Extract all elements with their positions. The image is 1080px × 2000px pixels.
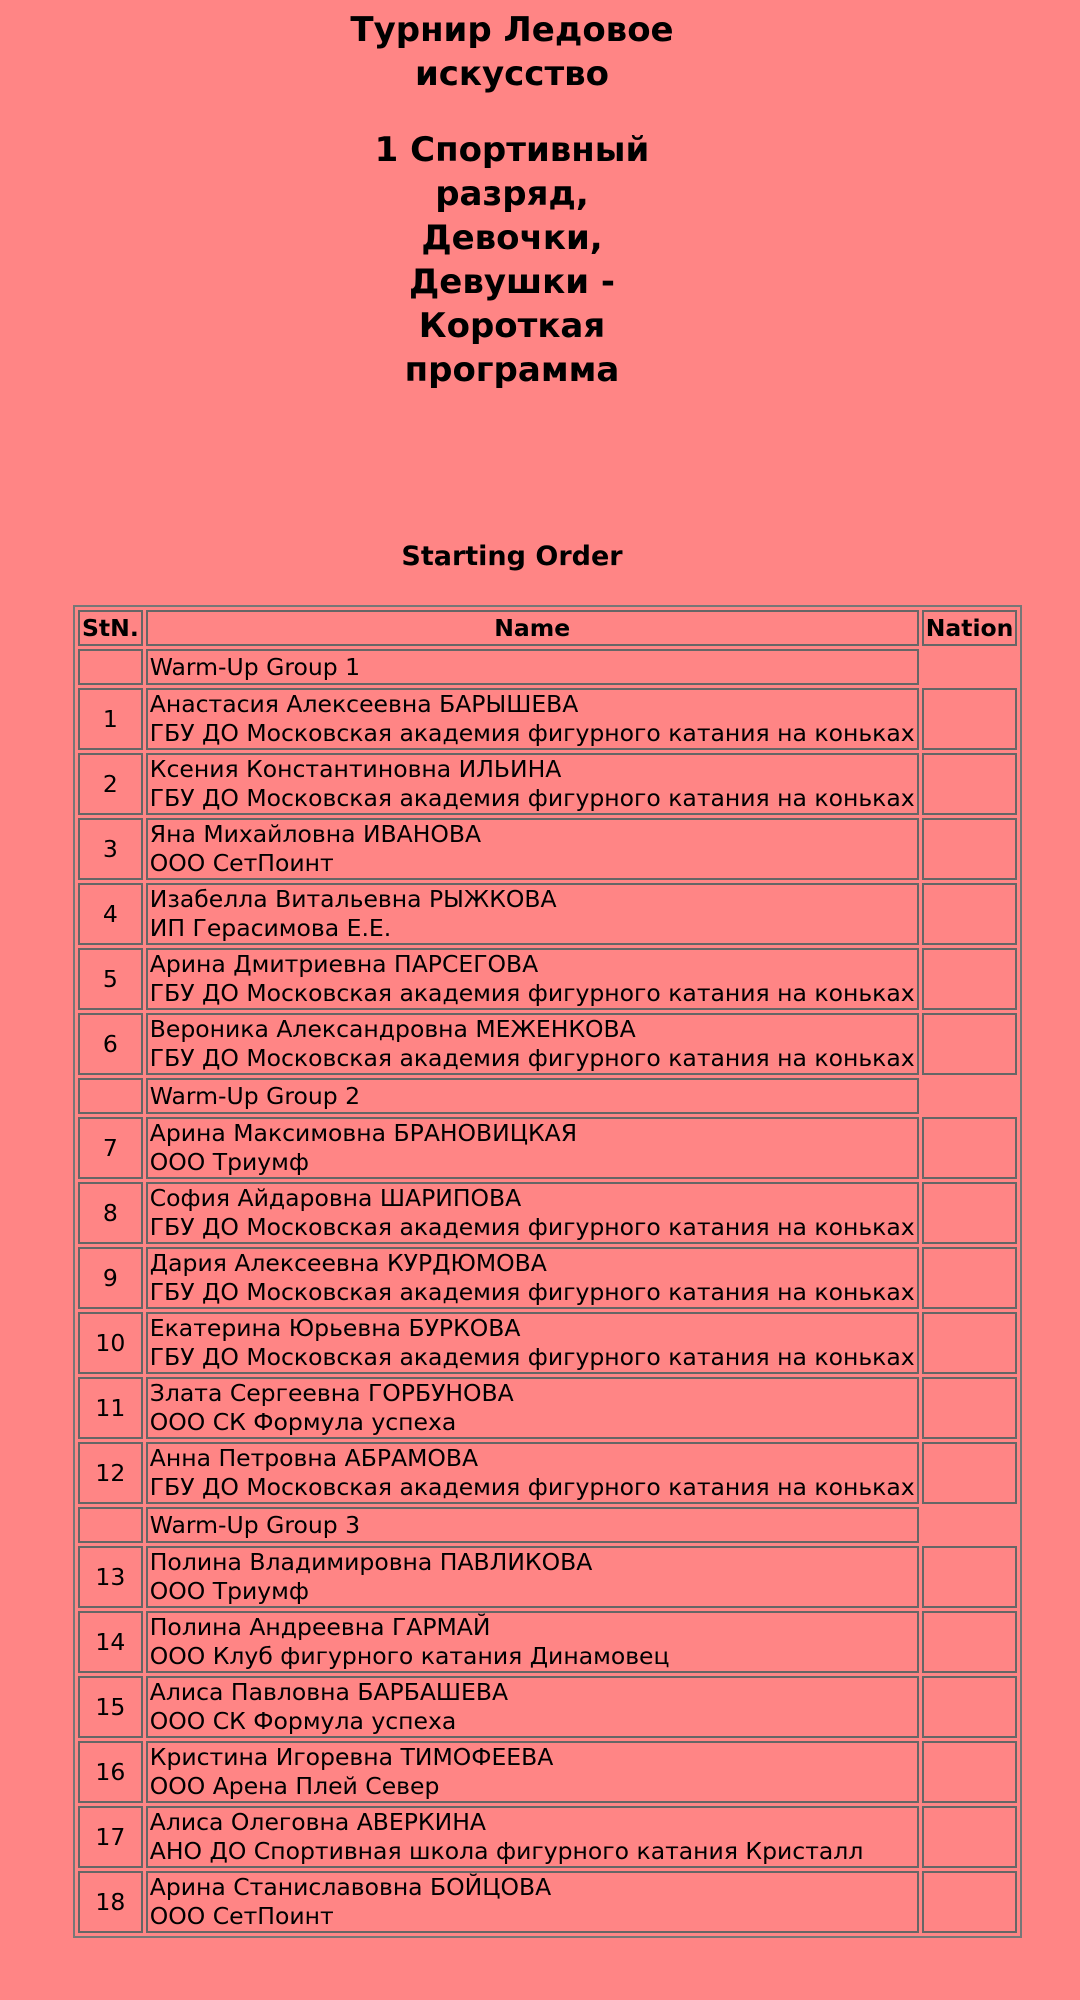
- start-number: 6: [78, 1013, 143, 1075]
- skater-club: ИП Герасимова Е.Е.: [149, 914, 392, 942]
- skater-club: ГБУ ДО Московская академия фигурного катания на коньках: [149, 1473, 915, 1501]
- column-header-name: Name: [146, 610, 919, 646]
- skater-club: ООО СК Формула успеха: [149, 1408, 457, 1436]
- skater-name: Вероника Александровна МЕЖЕНКОВА: [149, 1015, 636, 1043]
- warmup-group-label: Warm-Up Group 2: [146, 1078, 919, 1114]
- table-row: [78, 1546, 1017, 1608]
- skater-cell: [146, 1546, 919, 1608]
- skater-cell: [146, 1013, 919, 1075]
- skater-club: ГБУ ДО Московская академия фигурного катания на коньках: [149, 784, 915, 812]
- table-row: [78, 1013, 1017, 1075]
- start-number: 14: [78, 1611, 143, 1673]
- nation-cell: [922, 1182, 1018, 1244]
- table-row: [78, 1741, 1017, 1803]
- column-header-stn: StN.: [78, 610, 143, 646]
- start-number: 1: [78, 688, 143, 750]
- page-heading: [340, 8, 684, 392]
- table-row: [78, 1377, 1017, 1439]
- skater-club: ООО Триумф: [149, 1577, 309, 1605]
- skater-cell: [146, 1806, 919, 1868]
- table-row: [78, 1611, 1017, 1673]
- start-number: 2: [78, 753, 143, 815]
- column-header-nation: Nation: [922, 610, 1018, 646]
- warmup-group-label: Warm-Up Group 3: [146, 1507, 919, 1543]
- table-row: [78, 883, 1017, 945]
- group-stn-cell: [78, 1507, 143, 1543]
- nation-cell: [922, 1546, 1018, 1608]
- skater-cell: [146, 883, 919, 945]
- skater-club: ГБУ ДО Московская академия фигурного катания на коньках: [149, 1278, 915, 1306]
- tournament-title: Турнир Ледовое искусство: [350, 10, 674, 94]
- skater-cell: [146, 1676, 919, 1738]
- table-row: [78, 1676, 1017, 1738]
- nation-cell: [922, 1806, 1018, 1868]
- skater-cell: [146, 818, 919, 880]
- table-row: [78, 1182, 1017, 1244]
- table-row: [78, 1806, 1017, 1868]
- skater-club: АНО ДО Спортивная школа фигурного катания Кристалл: [149, 1837, 864, 1865]
- skater-name: Арина Станиславовна БОЙЦОВА: [149, 1873, 552, 1901]
- skater-name: Алиса Павловна БАРБАШЕВА: [149, 1678, 509, 1706]
- start-number: 17: [78, 1806, 143, 1868]
- skater-name: Арина Максимовна БРАНОВИЦКАЯ: [149, 1119, 578, 1147]
- category-title: 1 Спортивный разряд, Девочки, Девушки - Короткая программа: [374, 130, 650, 390]
- skater-name: Екатерина Юрьевна БУРКОВА: [149, 1314, 521, 1342]
- skater-club: ООО Клуб фигурного катания Динамовец: [149, 1642, 670, 1670]
- table-row: [78, 818, 1017, 880]
- skater-club: ООО СК Формула успеха: [149, 1707, 457, 1735]
- skater-name: Арина Дмитриевна ПАРСЕГОВА: [149, 950, 539, 978]
- skater-cell: [146, 688, 919, 750]
- skater-club: ГБУ ДО Московская академия фигурного катания на коньках: [149, 1213, 915, 1241]
- table-header-row: [78, 610, 1017, 646]
- skater-name: Злата Сергеевна ГОРБУНОВА: [149, 1379, 514, 1407]
- skater-cell: [146, 753, 919, 815]
- skater-name: Дария Алексеевна КУРДЮМОВА: [149, 1249, 547, 1277]
- skater-name: Анна Петровна АБРАМОВА: [149, 1444, 479, 1472]
- nation-cell: [922, 1676, 1018, 1738]
- skater-name: Алиса Олеговна АВЕРКИНА: [149, 1808, 486, 1836]
- table-row: [78, 1312, 1017, 1374]
- table-row: [78, 1117, 1017, 1179]
- nation-cell: [922, 1312, 1018, 1374]
- table-row: [78, 1442, 1017, 1504]
- start-number: 3: [78, 818, 143, 880]
- nation-cell: [922, 1377, 1018, 1439]
- table-row: [78, 1247, 1017, 1309]
- start-number: 12: [78, 1442, 143, 1504]
- skater-name: Яна Михайловна ИВАНОВА: [149, 820, 482, 848]
- nation-cell: [922, 1247, 1018, 1309]
- nation-cell: [922, 688, 1018, 750]
- nation-cell: [922, 1442, 1018, 1504]
- skater-cell: [146, 1377, 919, 1439]
- skater-name: Полина Владимировна ПАВЛИКОВА: [149, 1548, 593, 1576]
- nation-cell: [922, 818, 1018, 880]
- start-number: 10: [78, 1312, 143, 1374]
- warmup-group-row: [78, 1078, 1017, 1114]
- skater-club: ООО Триумф: [149, 1148, 309, 1176]
- table-body: [78, 649, 1017, 1933]
- group-nation-cell: [922, 1507, 1018, 1543]
- group-nation-cell: [922, 1078, 1018, 1114]
- start-number: 13: [78, 1546, 143, 1608]
- skater-club: ООО Арена Плей Север: [149, 1772, 440, 1800]
- skater-club: ГБУ ДО Московская академия фигурного катания на коньках: [149, 1343, 915, 1371]
- skater-name: Кристина Игоревна ТИМОФЕЕВА: [149, 1743, 554, 1771]
- skater-name: Полина Андреевна ГАРМАЙ: [149, 1613, 491, 1641]
- skater-name: Ксения Константиновна ИЛЬИНА: [149, 755, 562, 783]
- nation-cell: [922, 1871, 1018, 1933]
- start-number: 7: [78, 1117, 143, 1179]
- warmup-group-row: [78, 1507, 1017, 1543]
- skater-club: ООО СетПоинт: [149, 849, 334, 877]
- skater-name: Изабелла Витальевна РЫЖКОВА: [149, 885, 557, 913]
- nation-cell: [922, 1013, 1018, 1075]
- start-number: 15: [78, 1676, 143, 1738]
- skater-name: София Айдаровна ШАРИПОВА: [149, 1184, 522, 1212]
- starting-order-table: [73, 605, 1022, 1938]
- skater-club: ГБУ ДО Московская академия фигурного катания на коньках: [149, 979, 915, 1007]
- group-stn-cell: [78, 1078, 143, 1114]
- warmup-group-label: Warm-Up Group 1: [146, 649, 919, 685]
- table-row: [78, 753, 1017, 815]
- skater-cell: [146, 1182, 919, 1244]
- table-row: [78, 688, 1017, 750]
- skater-club: ГБУ ДО Московская академия фигурного катания на коньках: [149, 1044, 915, 1072]
- table-row: [78, 948, 1017, 1010]
- skater-cell: [146, 1247, 919, 1309]
- skater-name: Анастасия Алексеевна БАРЫШЕВА: [149, 690, 579, 718]
- start-number: 18: [78, 1871, 143, 1933]
- skater-cell: [146, 1117, 919, 1179]
- nation-cell: [922, 1741, 1018, 1803]
- skater-club: ООО СетПоинт: [149, 1902, 334, 1930]
- group-nation-cell: [922, 649, 1018, 685]
- nation-cell: [922, 753, 1018, 815]
- starting-order-subtitle: Starting Order: [401, 541, 623, 572]
- group-stn-cell: [78, 649, 143, 685]
- skater-cell: [146, 1871, 919, 1933]
- skater-club: ГБУ ДО Московская академия фигурного катания на коньках: [149, 719, 915, 747]
- skater-cell: [146, 948, 919, 1010]
- start-number: 9: [78, 1247, 143, 1309]
- nation-cell: [922, 948, 1018, 1010]
- warmup-group-row: [78, 649, 1017, 685]
- start-number: 4: [78, 883, 143, 945]
- start-number: 8: [78, 1182, 143, 1244]
- start-number: 5: [78, 948, 143, 1010]
- skater-cell: [146, 1442, 919, 1504]
- start-number: 16: [78, 1741, 143, 1803]
- skater-cell: [146, 1312, 919, 1374]
- start-number: 11: [78, 1377, 143, 1439]
- skater-cell: [146, 1741, 919, 1803]
- nation-cell: [922, 1117, 1018, 1179]
- nation-cell: [922, 883, 1018, 945]
- nation-cell: [922, 1611, 1018, 1673]
- skater-cell: [146, 1611, 919, 1673]
- table-row: [78, 1871, 1017, 1933]
